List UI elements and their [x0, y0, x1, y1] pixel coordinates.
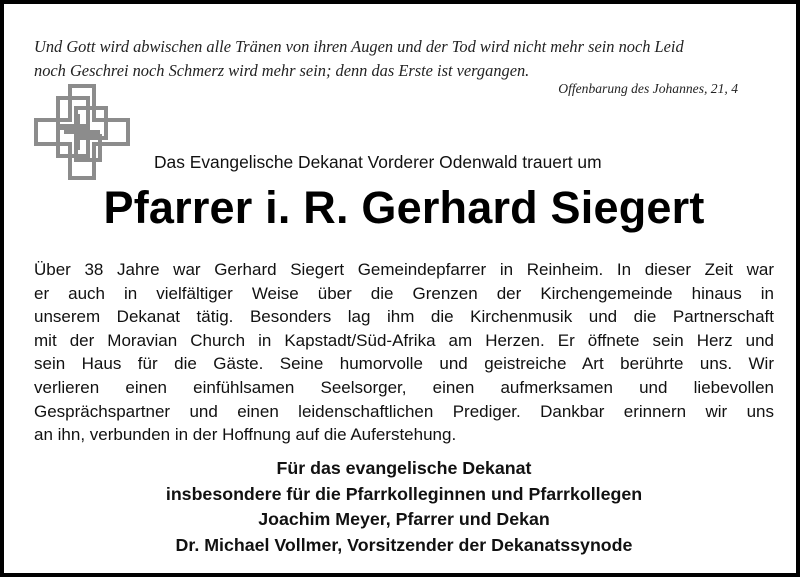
quote-reference: Offenbarung des Johannes, 21, 4: [558, 81, 738, 96]
signature-line: Für das evangelische Dekanat: [276, 458, 532, 478]
cross-logo-icon: [34, 84, 130, 180]
bio-line: an ihn, verbunden in der Hoffnung auf die Auferstehung.: [34, 425, 457, 445]
intro-text: Das Evangelische Dekanat Vorderer Odenwald trauert um: [154, 152, 602, 172]
bio-line: Gesprächspartner und einen leidenschaftlichen Prediger. Dankbar erinnern wir uns: [34, 401, 774, 421]
bio-line: sein Haus für die Gäste. Seine humorvolle und geistreiche Art berührte uns. Wir: [34, 354, 774, 374]
signature-line: Joachim Meyer, Pfarrer und Dekan: [258, 509, 550, 530]
biography-text: [34, 258, 774, 447]
signature-line: Dr. Michael Vollmer, Vorsitzender der Dekanatssynode: [175, 534, 633, 555]
bio-line: verlieren einen einfühlsamen Seelsorger, einen aufmerksamen und liebevollen: [34, 377, 774, 397]
bio-line: unserem Dekanat tätig. Besonders lag ihm die Kirchenmusik und die Partnerschaft: [34, 307, 774, 327]
signature-line: insbesondere für die Pfarrkolleginnen und Pfarrkollegen: [165, 483, 643, 504]
bio-line: er auch in vielfältiger Weise über die Grenzen der Kirchengemeinde hinaus in: [34, 283, 774, 303]
quote-line-1: Und Gott wird abwischen alle Tränen von ihren Augen und der Tod wird nicht mehr sein noch Leid: [34, 37, 684, 56]
signature-block: [4, 456, 800, 558]
quote-line-2: noch Geschrei noch Schmerz wird mehr sein; denn das Erste ist vergangen.: [34, 61, 530, 80]
deceased-name: Pfarrer i. R. Gerhard Siegert: [103, 182, 705, 233]
bible-quote: [34, 35, 774, 83]
bio-line: Über 38 Jahre war Gerhard Siegert Gemeindepfarrer in Reinheim. In dieser Zeit war: [34, 260, 774, 279]
bio-line: mit der Moravian Church in Kapstadt/Süd-Afrika am Herzen. Er öffnete sein Herz und: [34, 330, 774, 350]
